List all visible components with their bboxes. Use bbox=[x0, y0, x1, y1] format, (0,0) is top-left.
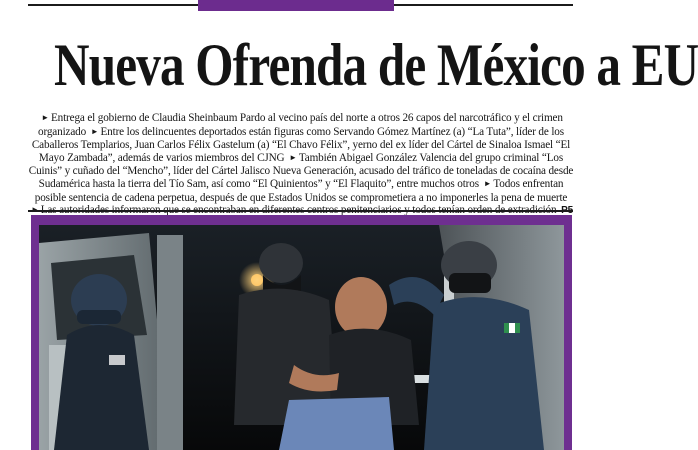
deck bbox=[28, 112, 574, 218]
arrow-bullet-icon: ► bbox=[90, 126, 99, 136]
photo-frame bbox=[31, 215, 572, 450]
arrow-bullet-icon: ► bbox=[483, 178, 492, 188]
top-accent-bar bbox=[198, 0, 394, 11]
arrow-bullet-icon: ► bbox=[289, 152, 297, 162]
lead-photo bbox=[39, 225, 564, 450]
bottom-rule bbox=[28, 210, 573, 212]
photo-illustration bbox=[39, 225, 564, 450]
deck-item-2: Entre los delincuentes deportados están figuras como Servando Gómez Martínez (a) “La Tuta”, líder de los Caballeros Templarios, Juan Carlos Félix Gastelum (a) “El Chavo Félix”, yerno del ex líder del Cártel de Sinaloa Ismael “El Mayo Zambada”, además de varios miembros del CJNG bbox=[31, 125, 571, 164]
deck-item-4: Todos enfrentan posible sentencia de cadena perpetua, después de que Estados Unidos se comprometiera a no imponerles la pena de muerte bbox=[34, 177, 568, 204]
deck-item-1: Entrega el gobierno de Claudia Sheinbaum Pardo al vecino país del norte a otros 26 capos del narcotráfico y el crimen organizado bbox=[38, 112, 563, 138]
headline: Nueva Ofrenda de México a EU bbox=[54, 32, 698, 98]
deck-item-3: También Abigael González Valencia del grupo criminal “Los Cuinis” y cuñado del “Mencho”, líder del Cártel Jalisco Nueva Generación, acusado del tráfico de toneladas de cocaína desde Sudamérica hasta la tierra del Tío Sam, así como “El Quinientos” y “El Flaquito”, entre muchos otros bbox=[28, 151, 574, 190]
arrow-bullet-icon: ► bbox=[41, 113, 49, 122]
